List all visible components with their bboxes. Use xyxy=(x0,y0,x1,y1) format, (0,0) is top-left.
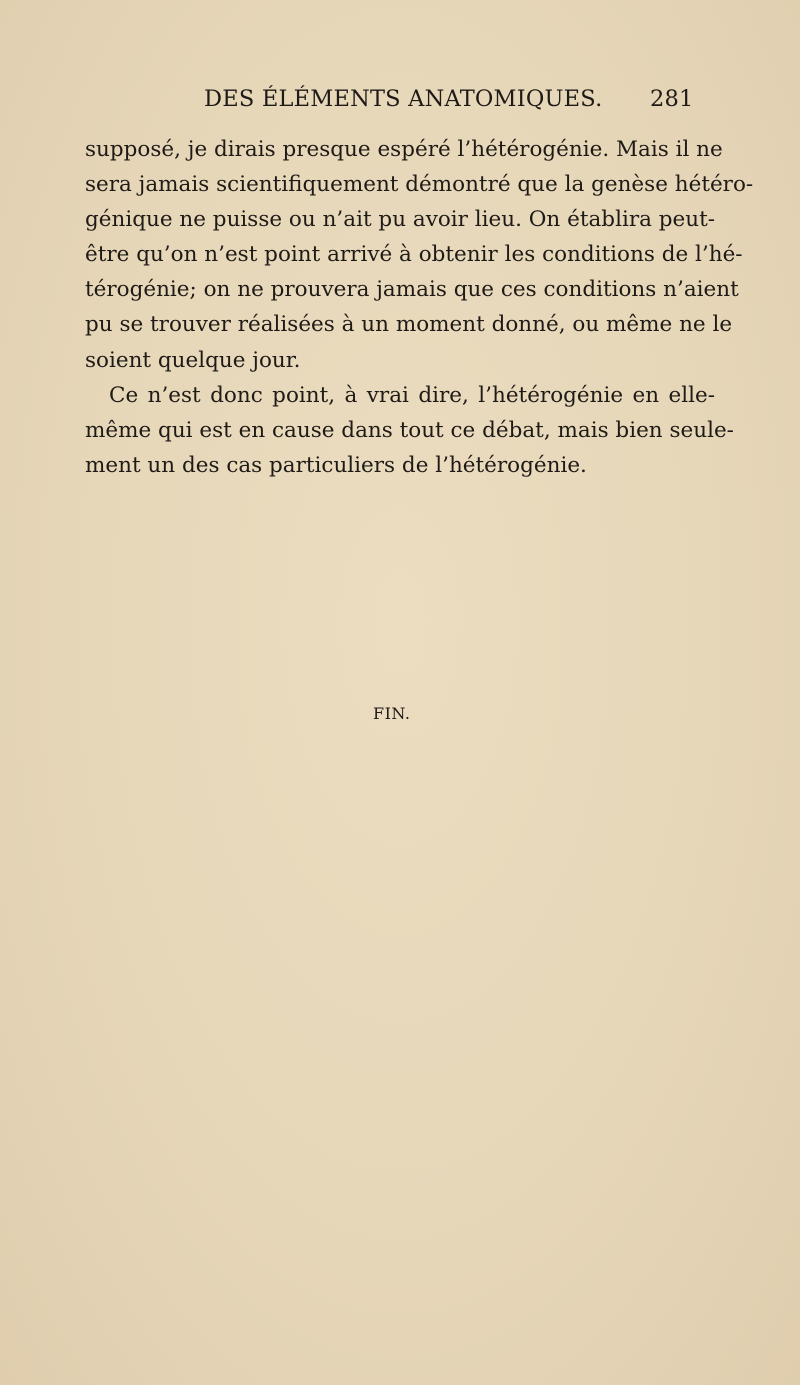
text-line: soient quelque jour. xyxy=(85,347,301,373)
running-header xyxy=(204,86,694,120)
text-line: sera jamais scientifiquement démontré que la genèse hétéro- xyxy=(85,172,754,198)
text-line: supposé, je dirais presque espéré l’hétérogénie. Mais il ne xyxy=(85,137,723,162)
text-line: ment un des cas particuliers de l’hétérogénie. xyxy=(85,452,587,478)
text-line: térogénie; on ne prouvera jamais que ces conditions n’aient xyxy=(85,277,739,303)
text-line: Ce n’est donc point, à vrai dire, l’hétérogénie en elle- xyxy=(109,382,715,408)
end-mark: FIN. xyxy=(373,704,411,723)
page-number: 281 xyxy=(650,86,694,112)
text-line: même qui est en cause dans tout ce débat, mais bien seule- xyxy=(85,417,734,443)
text-line: génique ne puisse ou n’ait pu avoir lieu. On établira peut- xyxy=(85,207,715,233)
text-line: être qu’on n’est point arrivé à obtenir les conditions de l’hé- xyxy=(85,242,743,268)
text-line: pu se trouver réalisées à un moment donné, ou même ne le xyxy=(85,312,733,338)
body-text xyxy=(85,132,754,483)
running-title: DES ÉLÉMENTS ANATOMIQUES. xyxy=(204,86,603,112)
